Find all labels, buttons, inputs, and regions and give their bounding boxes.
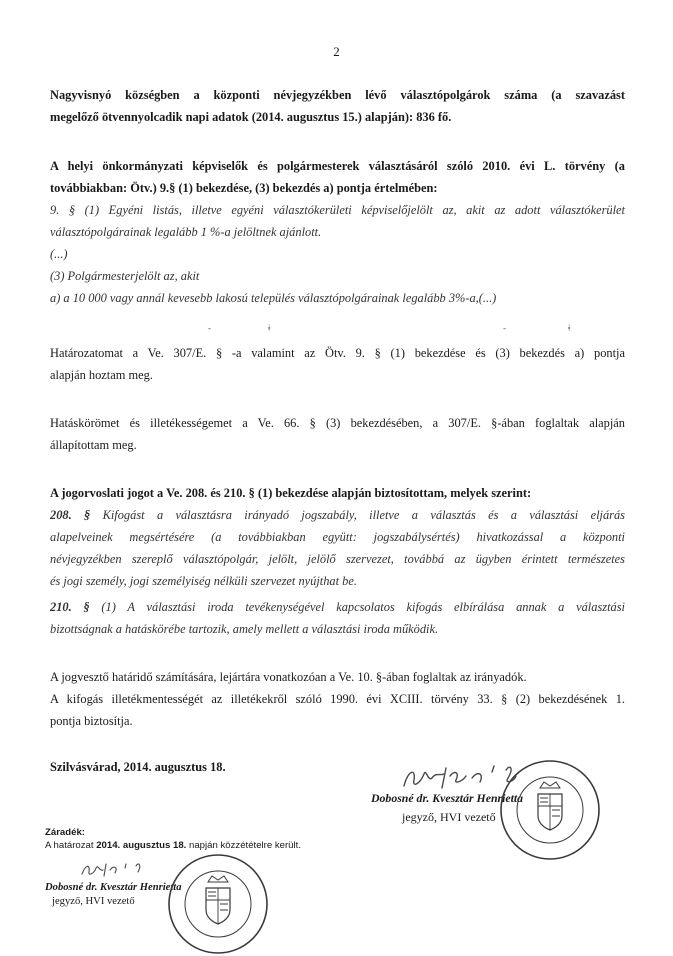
zaradek-text-before: A határozat: [45, 840, 97, 851]
legal-basis-paragraph: [50, 155, 625, 199]
quote-line-4: (3) Polgármesterjelölt az, akit: [50, 269, 200, 283]
place-date: Szilvásvárad, 2014. augusztus 18.: [50, 760, 226, 774]
legal-basis-line-2: továbbiakban: Ötv.) 9.§ (1) bekezdése, (3) bekezdés a) pontja értelmében:: [50, 181, 438, 195]
quote-line-1: 9. § (1) Egyéni listás, illetve egyéni választókerületi képviselőjelölt az, akit az adott választókerület: [50, 203, 625, 217]
s210-number: 210. §: [50, 600, 90, 614]
zaradek-text: [45, 839, 301, 852]
competence-paragraph: [50, 412, 625, 456]
competence-line-1: Hatáskörömet és illetékességemet a Ve. 66. § (3) bekezdésében, a 307/E. §-ában foglaltak alapján: [50, 416, 625, 430]
quote-line-2: választópolgárainak legalább 1 %-a jelöltnek ajánlott.: [50, 225, 322, 239]
section-210: [50, 596, 625, 640]
small-handwritten-signature: [78, 858, 158, 880]
section-208: [50, 504, 625, 592]
decision-basis-line-1: Határozatomat a Ve. 307/E. § -a valamint az Ötv. 9. § (1) bekezdése és (3) bekezdés a) pontja: [50, 346, 625, 360]
s208-line-3: névjegyzékben szereplő választópolgár, jelölt, jelölő szervezet, továbbá az ügyben érintett természetes: [50, 552, 625, 566]
decision-basis-paragraph: [50, 342, 625, 386]
s208-line-4: és jogi személy, jogi személyiség nélküli szervezet nyújthat be.: [50, 574, 357, 588]
s208-number: 208. §: [50, 508, 91, 522]
legal-basis-line-1: A helyi önkormányzati képviselők és polgármesterek választásáról szóló 2010. évi L. törvény (a: [50, 159, 625, 173]
page-number: 2: [333, 44, 340, 59]
deadline-paragraph: [50, 666, 625, 732]
zaradek-signer-name: Dobosné dr. Kvesztár Henrietta: [45, 882, 182, 893]
official-stamp: [498, 758, 602, 862]
scan-mark: -: [208, 323, 211, 333]
s210-text-1: (1) A választási iroda tevékenységével kapcsolatos kifogás elbírálása annak a választási: [89, 600, 625, 614]
decision-basis-line-2: alapján hoztam meg.: [50, 368, 153, 382]
voter-count-line-1: Nagyvisnyó községben a központi névjegyzékben lévő választópolgárok száma (a szavazást: [50, 88, 625, 102]
quote-line-3: (...): [50, 247, 68, 261]
s210-line-1: [50, 596, 625, 618]
statute-quote: [50, 199, 625, 309]
official-stamp-small: [166, 852, 270, 956]
scan-mark: ǂ: [568, 323, 571, 333]
deadline-line-1: A jogvesztő határidő számítására, lejártára vonatkozóan a Ve. 10. §-ában foglaltak az irányadók.: [50, 670, 527, 684]
signer-name: Dobosné dr. Kvesztár Henrietta: [371, 791, 524, 805]
s208-line-2: alapelveinek megsértésére (a továbbiakban együtt: jogszabálysértés) hivatkozással a központi: [50, 530, 625, 544]
competence-line-2: állapítottam meg.: [50, 438, 137, 452]
s208-text-1: Kifogást a választásra irányadó jogszabály, illetve a választás és a választási eljárás: [90, 508, 625, 522]
zaradek-signer-role: jegyző, HVI vezető: [52, 896, 135, 907]
zaradek-text-after: napján közzétételre került.: [186, 840, 301, 851]
scan-marks: [0, 323, 673, 339]
deadline-line-3: pontja biztosítja.: [50, 714, 133, 728]
quote-line-5: a) a 10 000 vagy annál kevesebb lakosú település választópolgárainak legalább 3%-a,(...): [50, 291, 497, 305]
scan-mark: ǂ: [268, 323, 271, 333]
remedy-heading: A jogorvoslati jogot a Ve. 208. és 210. § (1) bekezdése alapján biztosítottam, melyek szerint:: [50, 486, 532, 500]
voter-count-line-2: megelőző ötvennyolcadik napi adatok (2014. augusztus 15.) alapján): 836 fő.: [50, 110, 452, 124]
zaradek-date: 2014. augusztus 18.: [96, 840, 187, 851]
deadline-line-2: A kifogás illetékmentességét az illetékekről szóló 1990. évi XCIII. törvény 33. § (2) bekezdésének 1.: [50, 692, 625, 706]
signer-role: jegyző, HVI vezető: [402, 810, 496, 824]
s210-line-2: bizottságnak a hatáskörébe tartozik, amely mellett a választási iroda működik.: [50, 622, 439, 636]
s208-line-1: [50, 504, 625, 526]
zaradek-title: Záradék:: [45, 827, 85, 838]
scan-mark: -: [503, 323, 506, 333]
voter-count-paragraph: [50, 84, 625, 128]
